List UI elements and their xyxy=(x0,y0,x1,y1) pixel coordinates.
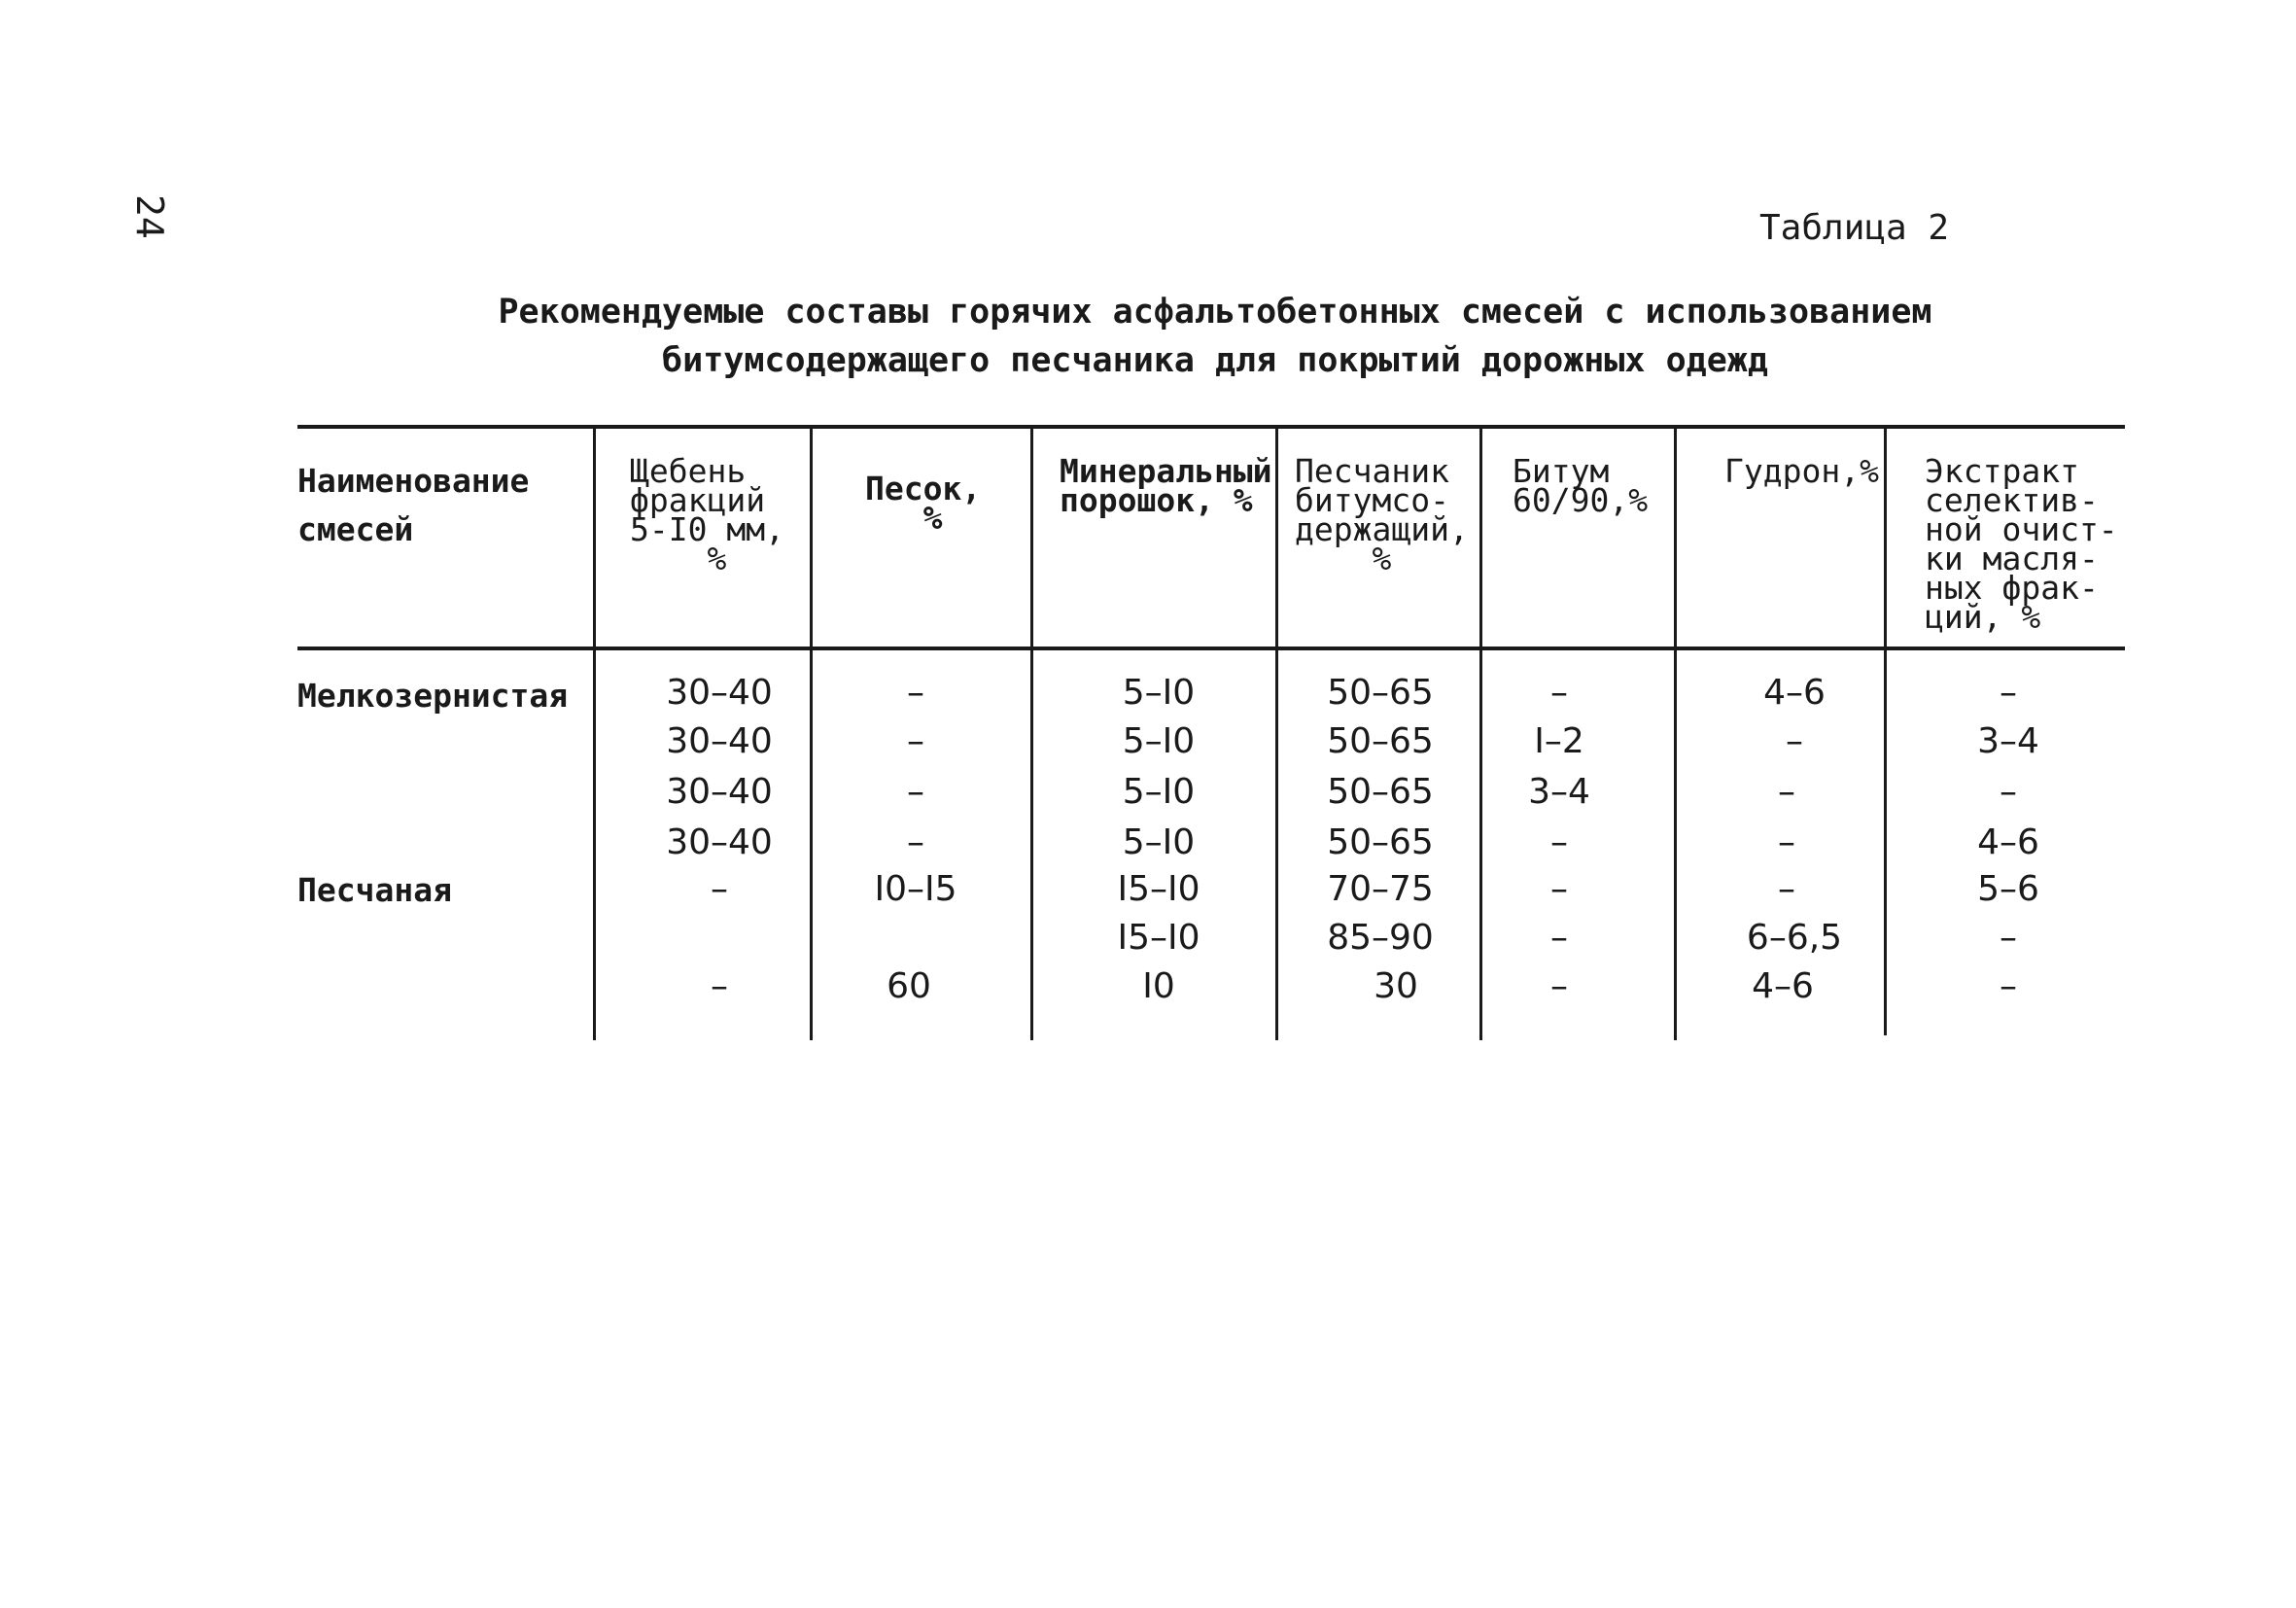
header-mineral-powder: Минеральный порошок, % xyxy=(1060,452,1272,519)
header-tar: Гудрон,% xyxy=(1724,452,1879,490)
table-cell: 3–4 xyxy=(1977,721,2039,761)
header-sand: Песок, % xyxy=(865,470,982,537)
table-cell: I5–I0 xyxy=(1117,869,1200,909)
table-cell: 4–6 xyxy=(1763,673,1826,713)
table-cell: – xyxy=(907,721,924,761)
table-cell: – xyxy=(1786,721,1803,761)
table-cell: – xyxy=(1550,673,1568,713)
table-cell: I0–I5 xyxy=(874,869,957,909)
header-bitumen: Битум 60/90,% xyxy=(1513,452,1649,519)
table-cell: – xyxy=(1550,918,1568,958)
table-label: Таблица 2 xyxy=(1759,208,1950,248)
header-mixture-name: Наименование смесей xyxy=(297,462,530,548)
table-cell: 30–40 xyxy=(666,772,773,812)
column-separator xyxy=(1479,428,1482,1040)
table-cell: – xyxy=(907,673,924,713)
table-title xyxy=(418,288,2012,385)
table-cell: – xyxy=(907,772,924,812)
table-cell: 50–65 xyxy=(1327,822,1434,862)
table-cell: 30–40 xyxy=(666,673,773,713)
table-cell: I–2 xyxy=(1534,721,1584,761)
table-cell: – xyxy=(2000,966,2017,1006)
table-cell: 60 xyxy=(887,966,931,1006)
table-cell: – xyxy=(1778,822,1795,862)
table-top-rule xyxy=(297,425,2125,429)
page-number: 24 xyxy=(128,194,171,239)
table-cell: 5–I0 xyxy=(1122,673,1196,713)
table-cell: – xyxy=(711,869,728,909)
group-label-fine-grained: Мелкозернистая xyxy=(297,677,569,715)
header-bituminous-sandstone: Песчаник битумсо- держащий, % xyxy=(1295,452,1469,577)
table-cell: 6–6,5 xyxy=(1746,918,1843,958)
table-cell: 5–I0 xyxy=(1122,822,1196,862)
group-label-sandy: Песчаная xyxy=(297,871,452,909)
table-cell: 30–40 xyxy=(666,822,773,862)
title-line-1: Рекомендуемые составы горячих асфальтобетонных смесей с использованием xyxy=(498,293,1932,332)
table-cell: 30–40 xyxy=(666,721,773,761)
table-cell: – xyxy=(1550,869,1568,909)
column-separator xyxy=(593,428,596,1040)
table-cell: 5–I0 xyxy=(1122,721,1196,761)
table-cell: – xyxy=(1778,869,1795,909)
table-cell: I0 xyxy=(1142,966,1175,1006)
header-selective-extract: Экстракт селектив- ной очист- ки масля- ных фрак- ций, % xyxy=(1925,452,2118,636)
table-cell: 30 xyxy=(1374,966,1418,1006)
column-separator xyxy=(1030,428,1033,1040)
table-cell: – xyxy=(2000,772,2017,812)
column-separator xyxy=(1884,428,1887,1035)
table-cell: 50–65 xyxy=(1327,772,1434,812)
column-separator xyxy=(1275,428,1278,1040)
table-cell: 5–I0 xyxy=(1122,772,1196,812)
table-cell: 4–6 xyxy=(1977,822,2039,862)
table-cell: 85–90 xyxy=(1327,918,1434,958)
table-cell: – xyxy=(1550,822,1568,862)
column-separator xyxy=(810,428,813,1040)
header-crushed-stone: Щебень фракций 5-I0 мм, % xyxy=(630,452,784,577)
title-line-2: битумсодержащего песчаника для покрытий дорожных одежд xyxy=(662,341,1768,380)
column-separator xyxy=(1674,428,1677,1040)
table-cell: 50–65 xyxy=(1327,721,1434,761)
table-header-rule xyxy=(297,647,2125,650)
table-cell: I5–I0 xyxy=(1117,918,1200,958)
table-cell: 5–6 xyxy=(1977,869,2039,909)
table-cell: – xyxy=(2000,673,2017,713)
table-cell: 50–65 xyxy=(1327,673,1434,713)
table-cell: – xyxy=(711,966,728,1006)
table-cell: 4–6 xyxy=(1752,966,1814,1006)
table-cell: 3–4 xyxy=(1528,772,1590,812)
table-cell: – xyxy=(1550,966,1568,1006)
table-cell: 70–75 xyxy=(1327,869,1434,909)
table-cell: – xyxy=(2000,918,2017,958)
table-cell: – xyxy=(907,822,924,862)
table-cell: – xyxy=(1778,772,1795,812)
